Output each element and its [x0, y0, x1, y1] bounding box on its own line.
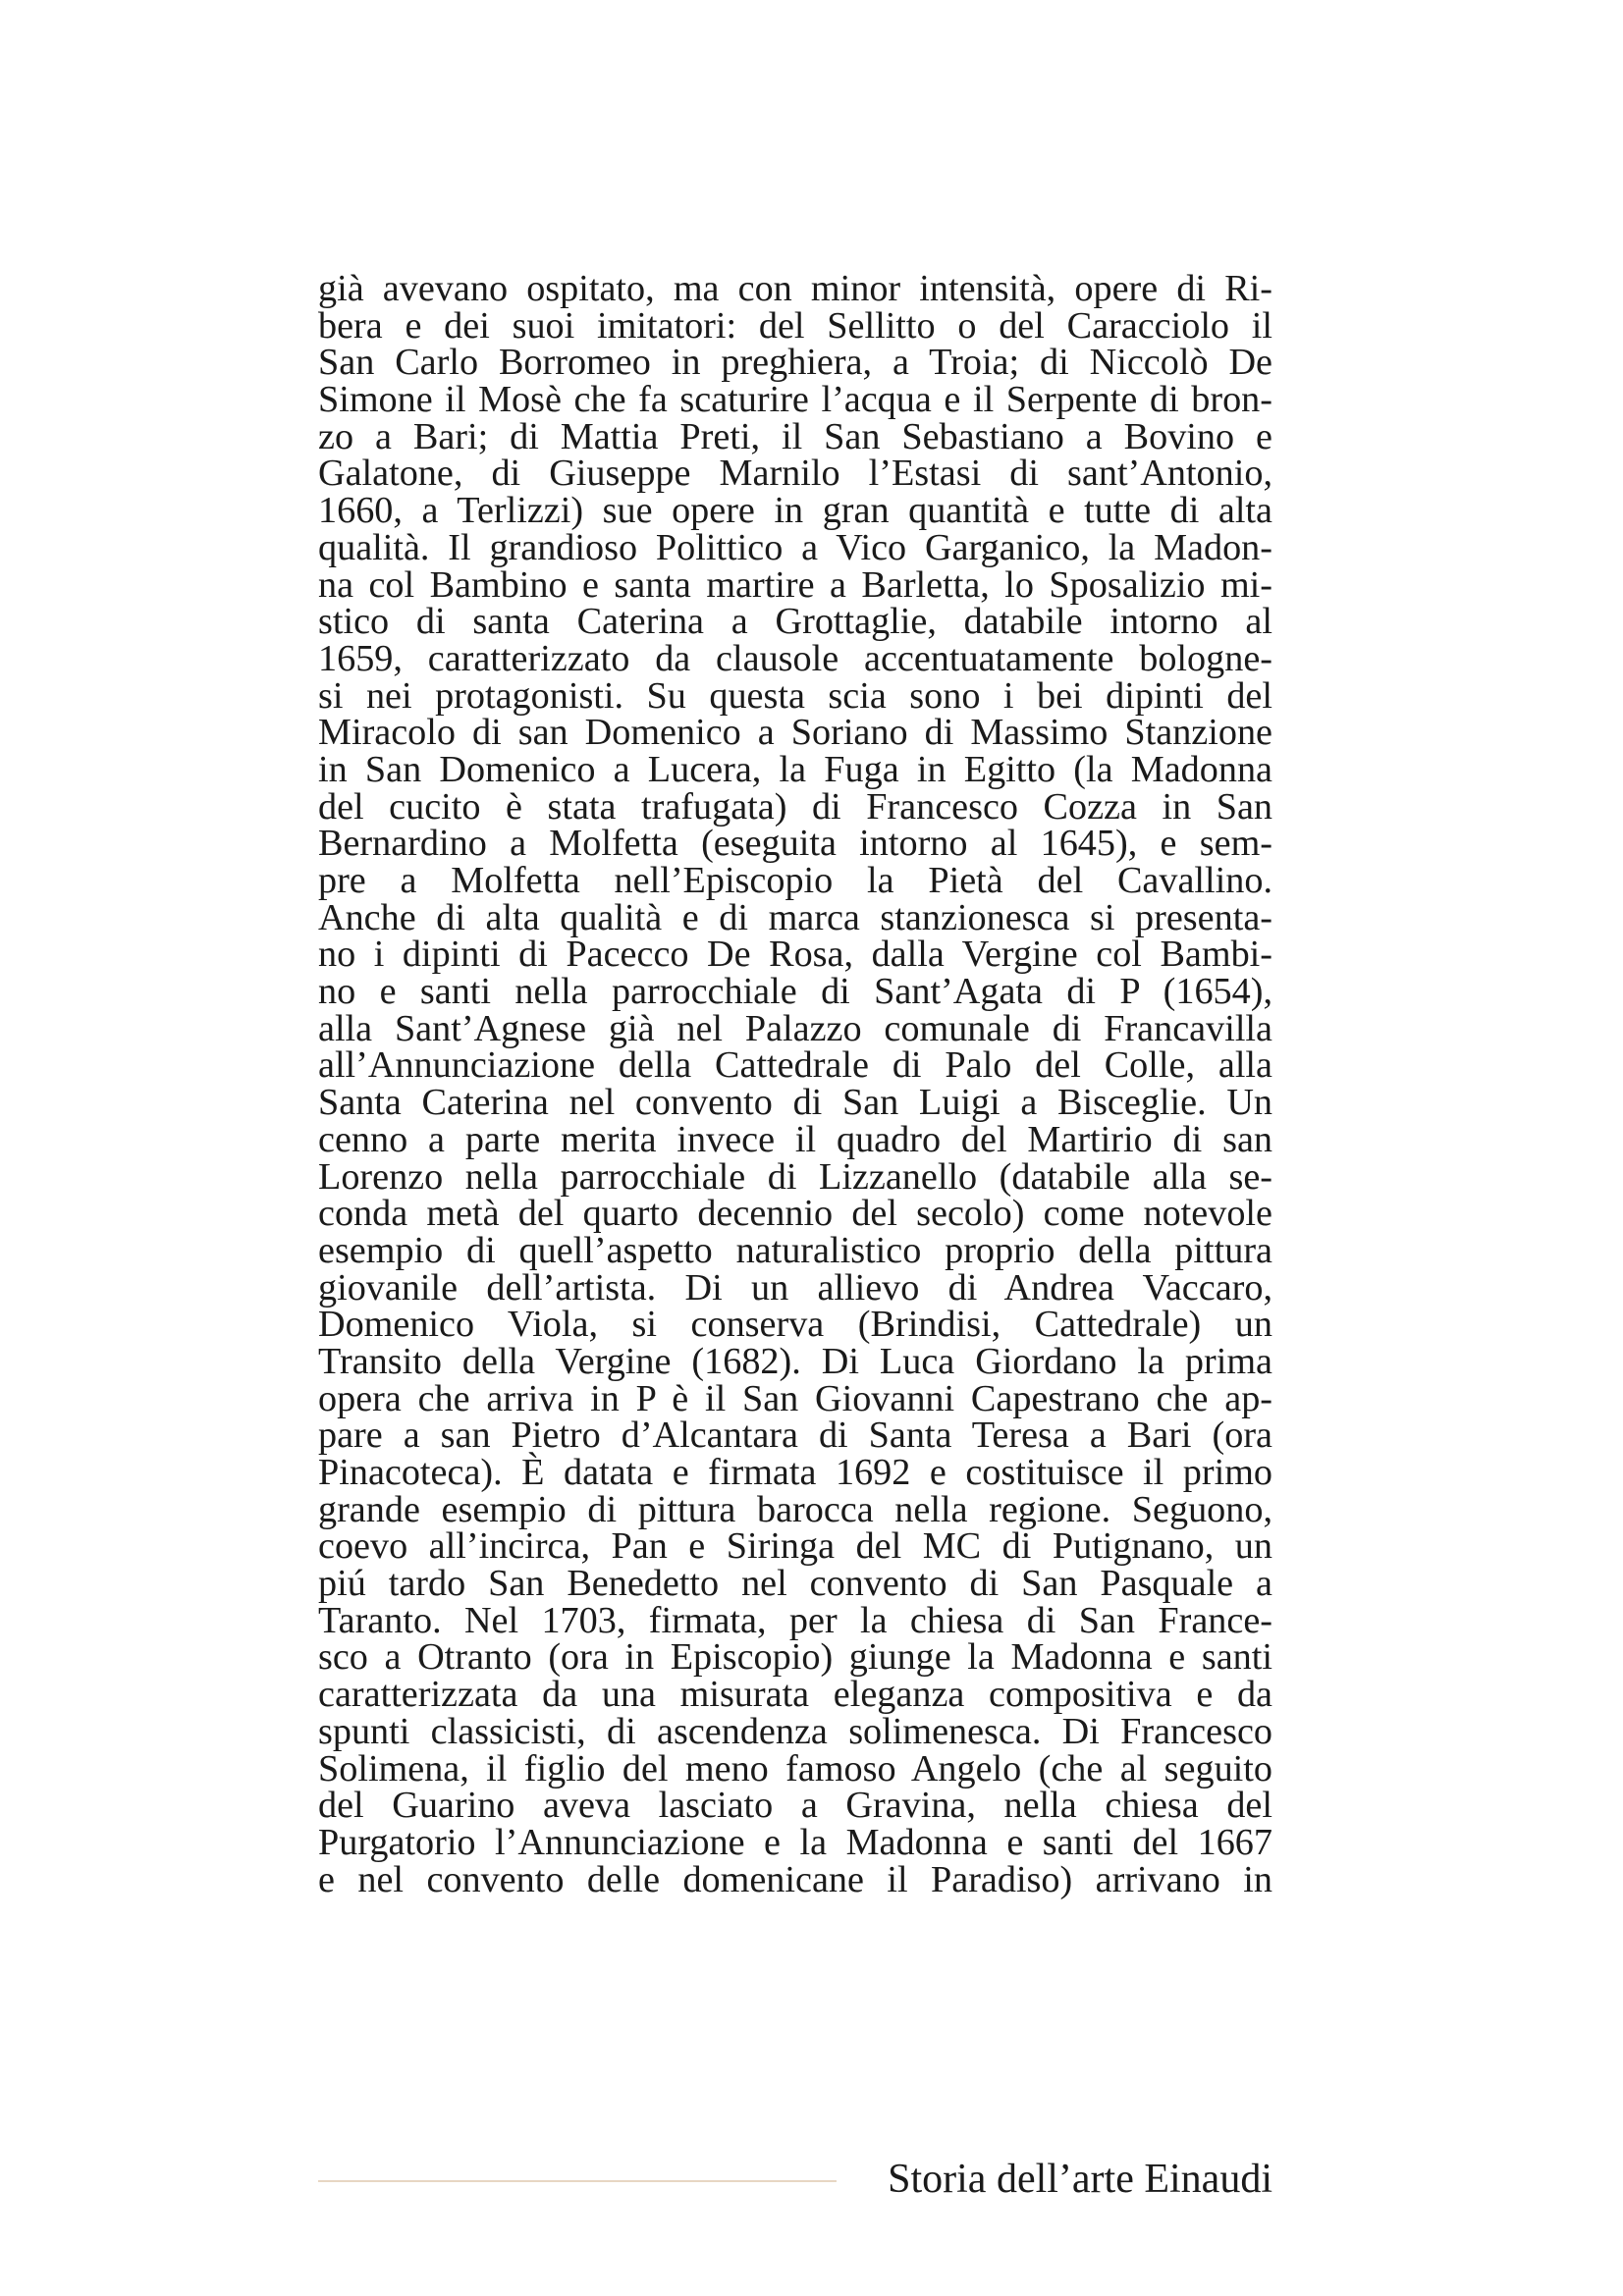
text-line: del cucito è stata trafugata) di Francesco Cozza in San: [318, 785, 1272, 828]
text-line: si nei protagonisti. Su questa scia sono i bei dipinti del: [318, 674, 1272, 717]
text-line: in San Domenico a Lucera, la Fuga in Egitto (la Madonna: [318, 748, 1272, 790]
text-line: Pinacoteca). È datata e firmata 1692 e costituisce il primo: [318, 1452, 1272, 1493]
text-line: 1660, a Terlizzi) sue opere in gran quantità e tutte di alta: [318, 490, 1272, 532]
text-line: Bernardino a Molfetta (eseguita intorno al 1645), e sem-: [318, 823, 1272, 865]
text-line: del Guarino aveva lasciato a Gravina, nella chiesa del: [318, 1785, 1272, 1827]
text-line: alla Sant’Agnese già nel Palazzo comunale di Francavilla: [318, 1007, 1272, 1049]
text-line: zo a Bari; di Mattia Preti, il San Sebastiano a Bovino e: [318, 415, 1272, 457]
text-line: cenno a parte merita invece il quadro del Martirio di san: [318, 1118, 1272, 1160]
text-line: opera che arriva in P è il San Giovanni Capestrano che ap-: [318, 1377, 1272, 1419]
text-line: giovanile dell’artista. Di un allievo di Andrea Vaccaro,: [318, 1266, 1272, 1308]
text-line: coevo all’incirca, Pan e Siringa del MC di Putignano, un: [318, 1525, 1272, 1568]
text-line: Miracolo di san Domenico a Soriano di Massimo Stanzione: [318, 712, 1272, 754]
text-line: esempio di quell’aspetto naturalistico proprio della pittura: [318, 1229, 1272, 1271]
text-line: Santa Caterina nel convento di San Luigi a Bisceglie. Un: [318, 1082, 1272, 1124]
text-line: spunti classicisti, di ascendenza solimenesca. Di Francesco: [318, 1710, 1272, 1752]
text-line: conda metà del quarto decennio del secolo) come notevole: [318, 1193, 1272, 1235]
text-line: piú tardo San Benedetto nel convento di San Pasquale a: [318, 1563, 1272, 1605]
text-line: Lorenzo nella parrocchiale di Lizzanello (databile alla se-: [318, 1155, 1272, 1198]
text-line: Domenico Viola, si conserva (Brindisi, Cattedrale) un: [318, 1304, 1272, 1346]
text-line: Solimena, il figlio del meno famoso Angelo (che al seguito: [318, 1747, 1272, 1789]
text-line: bera e dei suoi imitatori: del Sellitto o del Caracciolo il: [318, 304, 1272, 347]
text-line: pare a san Pietro d’Alcantara di Santa Teresa a Bari (ora: [318, 1415, 1272, 1457]
text-line: già avevano ospitato, ma con minor intensità, opere di Ri-: [318, 268, 1272, 309]
footer-rule: [318, 2180, 837, 2182]
text-line: na col Bambino e santa martire a Barletta, lo Sposalizio mi-: [318, 563, 1272, 606]
text-line: Galatone, di Giuseppe Marnilo l’Estasi di sant’Antonio,: [318, 453, 1272, 495]
text-line: no e santi nella parrocchiale di Sant’Agata di P (1654),: [318, 971, 1272, 1013]
text-line: San Carlo Borromeo in preghiera, a Troia; di Niccolò De: [318, 342, 1272, 384]
text-line: Simone il Mosè che fa scaturire l’acqua e il Serpente di bron-: [318, 379, 1272, 421]
text-line: all’Annunciazione della Cattedrale di Palo del Colle, alla: [318, 1044, 1272, 1087]
footer-title: Storia dell’arte Einaudi: [888, 2157, 1272, 2202]
text-line: Transito della Vergine (1682). Di Luca Giordano la prima: [318, 1340, 1272, 1382]
body-text: [318, 268, 1272, 1900]
text-line: grande esempio di pittura barocca nella regione. Seguono,: [318, 1488, 1272, 1530]
text-line: no i dipinti di Pacecco De Rosa, dalla Vergine col Bambi-: [318, 934, 1272, 976]
text-line: pre a Molfetta nell’Episcopio la Pietà del Cavallino.: [318, 860, 1272, 901]
text-line: Anche di alta qualità e di marca stanzionesca si presenta-: [318, 896, 1272, 938]
text-line: 1659, caratterizzato da clausole accentuatamente bologne-: [318, 637, 1272, 679]
text-line: sco a Otranto (ora in Episcopio) giunge la Madonna e santi: [318, 1636, 1272, 1679]
text-line: Taranto. Nel 1703, firmata, per la chiesa di San France-: [318, 1599, 1272, 1641]
text-line: qualità. Il grandioso Polittico a Vico Garganico, la Madon-: [318, 526, 1272, 568]
text-line: caratterizzata da una misurata eleganza compositiva e da: [318, 1674, 1272, 1716]
text-line: Purgatorio l’Annunciazione e la Madonna e santi del 1667: [318, 1821, 1272, 1863]
text-line: e nel convento delle domenicane il Paradiso) arrivano in: [318, 1858, 1272, 1900]
text-line: stico di santa Caterina a Grottaglie, databile intorno al: [318, 601, 1272, 643]
